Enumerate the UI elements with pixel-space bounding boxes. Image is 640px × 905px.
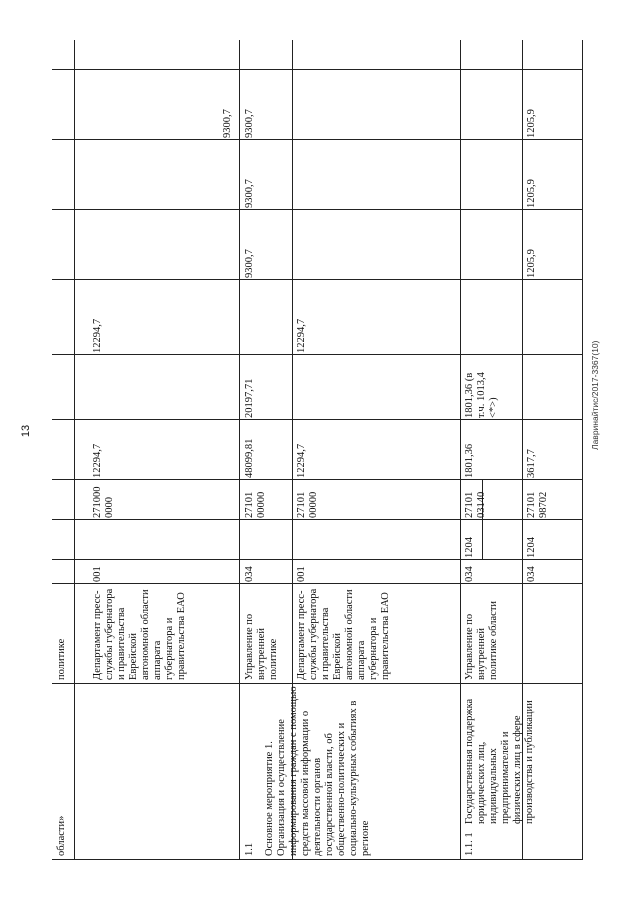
y2019-top: 12294,7 [92, 318, 103, 353]
page-number: 13 [20, 424, 33, 438]
y2022-1-1: 9300,7 [244, 109, 255, 138]
exec-press: Департамент пресс-службы губернатора и правительства Еврейской автономной области аппарата губернатора и правительства ЕАО [92, 588, 187, 680]
y2018-1-1-1: 1801,36 (в т.ч. 1013,4 <*>) [464, 372, 499, 418]
grbs-1-1-b: 001 [296, 566, 307, 582]
document-page: 13 Лавринайтис/2017-3367(10) области» политике Департамент пресс-службы губернатора и правительства Еврейской автономной области аппарата губернатора и правительства ЕАО 001 271000 0000 12294,7 12294,7 9300,7 1.1 Основное мероприятие 1. Организация и осуществление информирования граждан с помощью средств массовой информации о деятельности органов государственной власти, об общественно-политических и социально-культурных событиях в регионе Управление по внутренней политике 034 27101 00000 48099,81 20197,71 9300,7 9300,7 9300,7 Департамент пресс-службы губернатора и правительства Еврейской автономной области аппарата губернатора и правительства ЕАО 001 27101 00000 12294,7 12294,7 1.1. 1 Государственная поддержка юридических лиц, индивидуальных предпринимателей и физических лиц в сфере производства и публикации Управление по внутренней политике области 034 1204 27101 03140 1801,36 1801,36 (в т.ч. 1013,4 <*>) 034 1204 27101 98702 3617,7 1205,9 1205,9 1205,9 [0, 0, 640, 905]
grbs-1-1-1-b: 034 [526, 566, 537, 582]
grbs-1-1: 034 [244, 566, 255, 582]
rz-1-1-1: 1204 [464, 537, 475, 558]
exec-upr: Управление по внутренней политике [244, 613, 279, 680]
y2020-1-1-1: 1205,9 [526, 249, 537, 278]
rz-1-1-1-b: 1204 [526, 537, 537, 558]
exec-press-2: Департамент пресс-службы губернатора и правительства Еврейской автономной области аппарата губернатора и правительства ЕАО [296, 588, 391, 680]
row-num-1-1-1: 1.1. 1 [464, 832, 475, 856]
budget-table [52, 40, 612, 860]
row-num-1-1: 1.1 [244, 842, 255, 856]
total-1-1-1: 1801,36 [464, 443, 475, 478]
csr-1-1-1-b: 27101 98702 [526, 491, 549, 518]
y2018-1-1: 20197,71 [244, 378, 255, 418]
y2021-1-1-1: 1205,9 [526, 179, 537, 208]
y2021-top: 9300,7 [222, 109, 233, 138]
y2019-1-1-b: 12294,7 [296, 318, 307, 353]
csr-1-1-b: 27101 00000 [296, 491, 319, 518]
grbs-top: 001 [92, 566, 103, 582]
grbs-1-1-1: 034 [464, 566, 475, 582]
y2020-1-1: 9300,7 [244, 249, 255, 278]
total-1-1-b: 12294,7 [296, 443, 307, 478]
row-name-1-1-1: Государственная поддержка юридических лиц, индивидуальных предпринимателей и физических лиц в сфере производства и публикации [464, 698, 535, 824]
total-1-1-1-b: 3617,7 [526, 449, 537, 478]
y2021-1-1: 9300,7 [244, 179, 255, 208]
prev-row-name: области» [56, 815, 67, 856]
csr-1-1-1: 27101 03140 [464, 491, 487, 518]
csr-1-1: 27101 00000 [244, 491, 267, 518]
total-top: 12294,7 [92, 443, 103, 478]
y2022-1-1-1: 1205,9 [526, 109, 537, 138]
row-name-1-1: Основное мероприятие 1. Организация и осуществление информирования граждан с помощью средств массовой информации о деятельности органов государственной власти, об общественно-политических и социально-культурных событиях в регионе [264, 686, 371, 856]
exec-header: политике [56, 638, 67, 680]
csr-top: 271000 0000 [92, 486, 115, 518]
exec-upr-2: Управление по внутренней политике области [464, 600, 499, 680]
total-1-1: 48099,81 [244, 438, 255, 478]
